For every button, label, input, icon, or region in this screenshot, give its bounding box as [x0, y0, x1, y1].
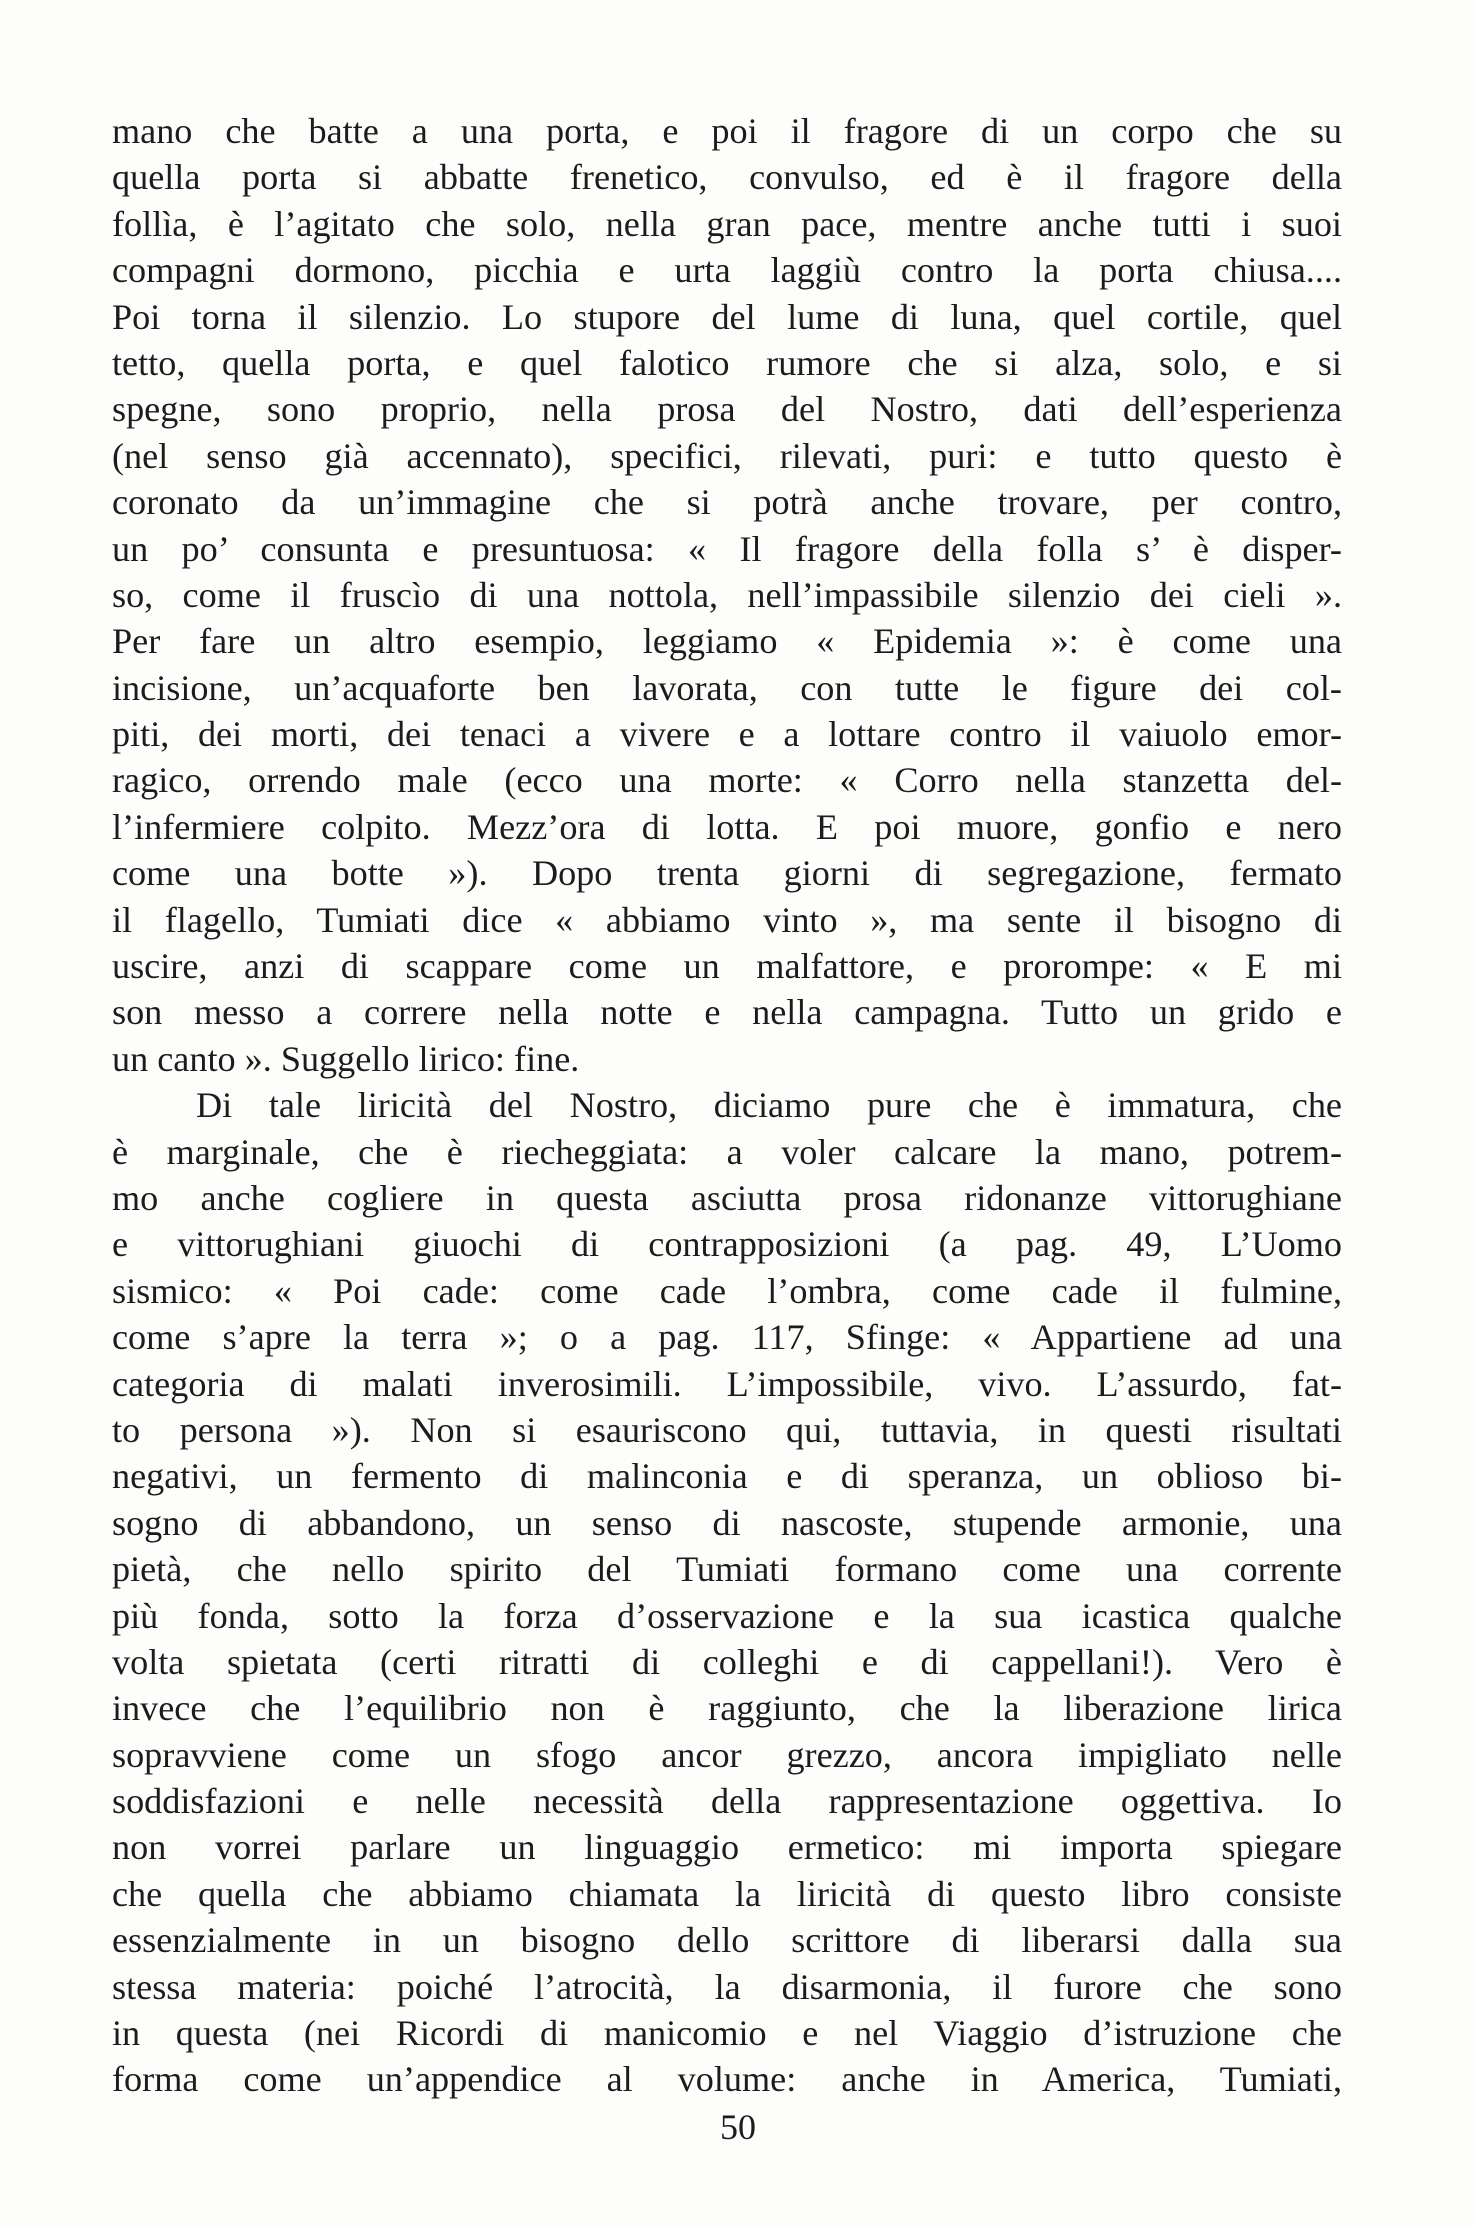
text-line: il flagello, Tumiati dice « abbiamo vinto », ma sente il bisogno di — [112, 899, 1342, 940]
text-line: stessa materia: poiché l’atrocità, la disarmonia, il furore che sono — [112, 1966, 1342, 2007]
text-line: sismico: « Poi cade: come cade l’ombra, come cade il fulmine, — [112, 1270, 1342, 1311]
text-line: invece che l’equilibrio non è raggiunto, che la liberazione lirica — [112, 1688, 1342, 1729]
text-line: compagni dormono, picchia e urta laggiù contro la porta chiusa.... — [112, 250, 1342, 291]
page-number: 50 — [720, 2107, 756, 2147]
text-line: Poi torna il silenzio. Lo stupore del lume di luna, quel cortile, quel — [112, 296, 1342, 337]
text-line: Per fare un altro esempio, leggiamo « Epidemia »: è come una — [112, 621, 1342, 662]
text-line: essenzialmente in un bisogno dello scrittore di liberarsi dalla sua — [112, 1920, 1342, 1961]
text-line: pietà, che nello spirito del Tumiati formano come una corrente — [112, 1549, 1342, 1590]
text-line: ragico, orrendo male (ecco una morte: « Corro nella stanzetta del- — [112, 760, 1342, 801]
body-text — [112, 108, 1342, 2103]
text-line: più fonda, sotto la forza d’osservazione e la sua icastica qualche — [112, 1595, 1342, 1636]
text-line: sogno di abbandono, un senso di nascoste, stupende armonie, una — [112, 1502, 1342, 1543]
text-line: in questa (nei Ricordi di manicomio e nel Viaggio d’istruzione che — [112, 2013, 1342, 2054]
text-line: negativi, un fermento di malinconia e di speranza, un oblioso bi- — [112, 1456, 1342, 1497]
paragraph-start-line: Di tale liricità del Nostro, diciamo pure che è immatura, che — [196, 1085, 1342, 1126]
text-line: forma come un’appendice al volume: anche in America, Tumiati, — [112, 2059, 1342, 2100]
text-line: follìa, è l’agitato che solo, nella gran pace, mentre anche tutti i suoi — [112, 203, 1342, 244]
paragraph-end-line: un canto ». Suggello lirico: fine. — [112, 1038, 580, 1079]
text-line: tetto, quella porta, e quel falotico rumore che si alza, solo, e si — [112, 342, 1342, 383]
text-line: e vittorughiani giuochi di contrapposizioni (a pag. 49, L’Uomo — [112, 1224, 1342, 1265]
text-line: incisione, un’acquaforte ben lavorata, con tutte le figure dei col- — [112, 667, 1342, 708]
text-line: un po’ consunta e presuntuosa: « Il fragore della folla s’ è disper- — [112, 528, 1342, 569]
text-line: mano che batte a una porta, e poi il fragore di un corpo che su — [112, 111, 1342, 151]
text-line: è marginale, che è riecheggiata: a voler calcare la mano, potrem- — [112, 1131, 1342, 1172]
text-line: uscire, anzi di scappare come un malfattore, e prorompe: « E mi — [112, 946, 1342, 987]
text-line: categoria di malati inverosimili. L’impossibile, vivo. L’assurdo, fat- — [112, 1363, 1342, 1404]
text-line: quella porta si abbatte frenetico, convulso, ed è il fragore della — [112, 157, 1342, 198]
text-line: so, come il fruscìo di una nottola, nell’impassibile silenzio dei cieli ». — [112, 574, 1342, 615]
text-line: mo anche cogliere in questa asciutta prosa ridonanze vittorughiane — [112, 1177, 1342, 1218]
text-line: piti, dei morti, dei tenaci a vivere e a lottare contro il vaiuolo emor- — [112, 714, 1342, 755]
text-line: che quella che abbiamo chiamata la liricità di questo libro consiste — [112, 1873, 1342, 1914]
text-line: son messo a correre nella notte e nella campagna. Tutto un grido e — [112, 992, 1342, 1033]
text-line: come una botte »). Dopo trenta giorni di segregazione, fermato — [112, 853, 1342, 894]
text-line: soddisfazioni e nelle necessità della rappresentazione oggettiva. Io — [112, 1781, 1342, 1822]
text-line: l’infermiere colpito. Mezz’ora di lotta. E poi muore, gonfio e nero — [112, 806, 1342, 847]
text-line: (nel senso già accennato), specifici, rilevati, puri: e tutto questo è — [112, 435, 1342, 476]
text-line: to persona »). Non si esauriscono qui, tuttavia, in questi risultati — [112, 1409, 1342, 1450]
text-line: sopravviene come un sfogo ancor grezzo, ancora impigliato nelle — [112, 1734, 1342, 1775]
text-line: spegne, sono proprio, nella prosa del Nostro, dati dell’esperienza — [112, 389, 1342, 430]
text-line: come s’apre la terra »; o a pag. 117, Sfinge: « Appartiene ad una — [112, 1317, 1342, 1358]
text-line: coronato da un’immagine che si potrà anche trovare, per contro, — [112, 482, 1342, 523]
text-line: non vorrei parlare un linguaggio ermetico: mi importa spiegare — [112, 1827, 1342, 1868]
text-line: volta spietata (certi ritratti di colleghi e di cappellani!). Vero è — [112, 1641, 1342, 1682]
